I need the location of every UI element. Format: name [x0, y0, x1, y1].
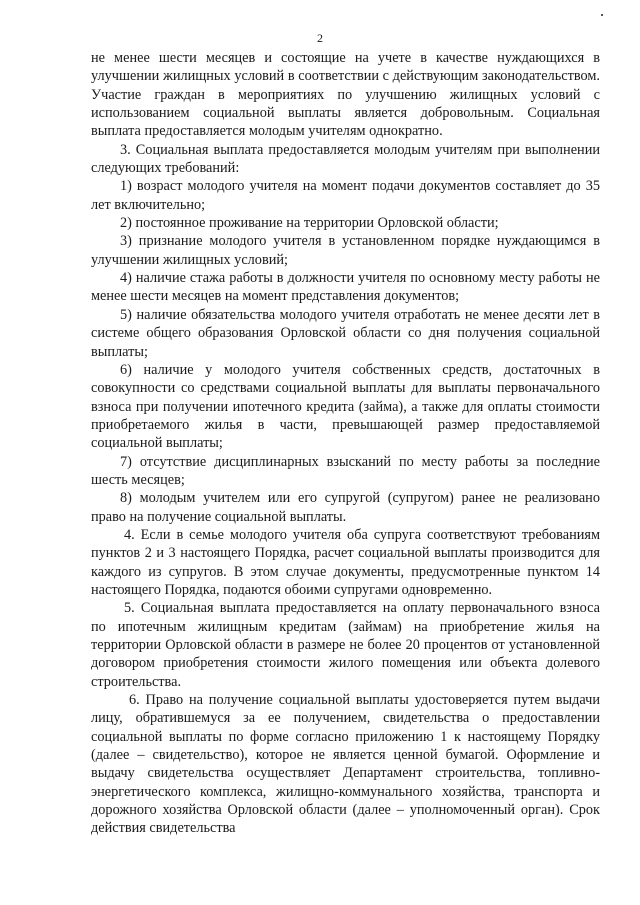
scan-speck	[601, 14, 603, 16]
paragraph-requirement-6: 6) наличие у молодого учителя собственных средств, достаточных в совокупности со средствами социальной выплаты для выплаты первоначального взноса при получении ипотечного кредита (займа), а также для оплаты стоимости приобретаемого жилья в части, превышающей размер предоставляемой социальной выплаты;	[91, 361, 600, 452]
paragraph-continuation: не менее шести месяцев и состоящие на учете в качестве нуждающихся в улучшении жилищных условий в соответствии с действующим законодательством. Участие граждан в мероприятиях по улучшению жилищных условий с использованием социальной выплаты является добровольным. Социальная выплата предоставляется молодым учителям однократно.	[91, 50, 600, 140]
paragraph-item-4: 4. Если в семье молодого учителя оба супруга соответствуют требованиям пунктов 2 и 3 настоящего Порядка, расчет социальной выплаты производится для каждого из супругов. В этом случае документы, предусмотренные пунктом 14 настоящего Порядка, подаются обоими супругами одновременно.	[91, 526, 600, 598]
paragraph-requirement-5: 5) наличие обязательства молодого учителя отработать не менее десяти лет в системе общего образования Орловской области со дня получения социальной выплаты;	[91, 306, 600, 360]
document-body	[91, 49, 600, 838]
paragraph-requirement-4: 4) наличие стажа работы в должности учителя по основному месту работы не менее шести месяцев на момент представления документов;	[91, 270, 600, 305]
paragraph-item-5: 5. Социальная выплата предоставляется на оплату первоначального взноса по ипотечным жилищным кредитам (займам) на приобретение жилья на территории Орловской области в размере не более 20 процентов от установленной договором приобретения стоимости жилого помещения или объекта долевого строительства.	[91, 600, 600, 690]
paragraph-requirement-7: 7) отсутствие дисциплинарных взысканий по месту работы за последние шесть месяцев;	[91, 453, 600, 488]
paragraph-requirement-2: 2) постоянное проживание на территории Орловской области;	[120, 215, 499, 232]
page-number: 2	[317, 31, 323, 45]
paragraph-requirement-3: 3) признание молодого учителя в установленном порядке нуждающимся в улучшении жилищных условий;	[91, 233, 600, 268]
paragraph-requirement-1: 1) возраст молодого учителя на момент подачи документов составляет до 35 лет включительно;	[91, 178, 600, 213]
paragraph-item-3: 3. Социальная выплата предоставляется молодым учителям при выполнении следующих требований:	[91, 141, 600, 177]
paragraph-item-6: 6. Право на получение социальной выплаты удостоверяется путем выдачи лицу, обратившемуся за ее получением, свидетельства о предоставлении социальной выплаты по форме согласно приложению 1 к настоящему Порядку (далее – свидетельство), которое не является ценной бумагой. Оформление и выдачу свидетельства осуществляет Департамент строительства, топливно-энергетического комплекса, жилищно-коммунального хозяйства, транспорта и дорожного хозяйства Орловской области (далее – уполномоченный орган). Срок действия свидетельства	[91, 692, 600, 837]
paragraph-requirement-8: 8) молодым учителем или его супругой (супругом) ранее не реализовано право на получение социальной выплаты.	[91, 490, 600, 525]
